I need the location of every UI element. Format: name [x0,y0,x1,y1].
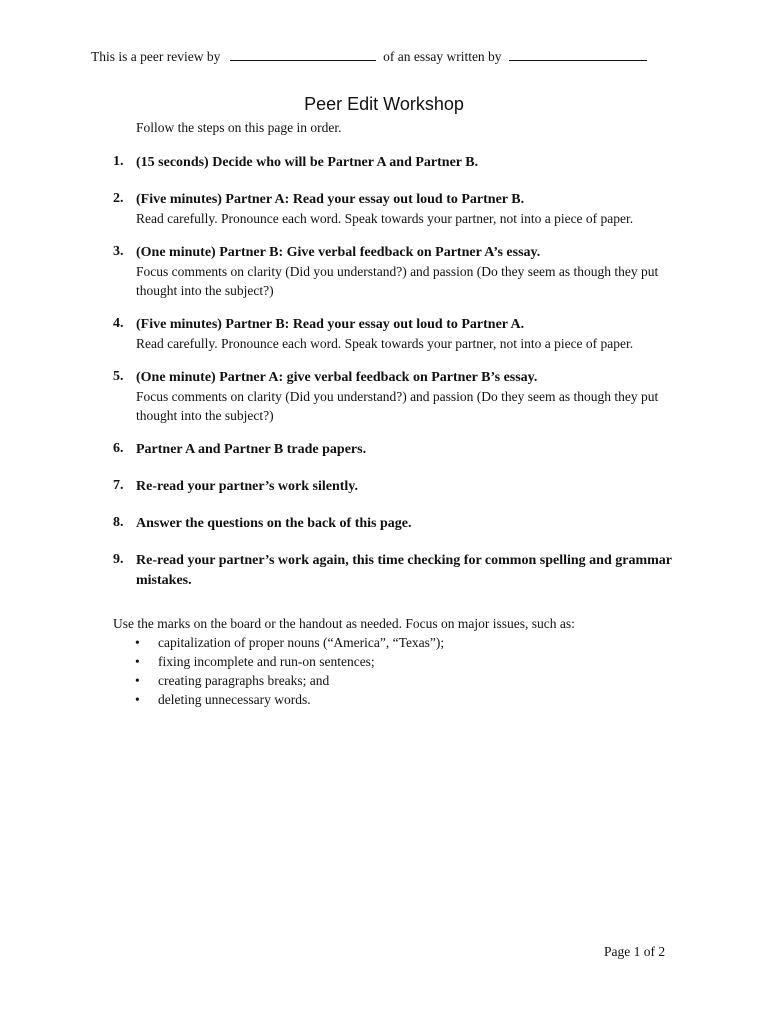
step-item [113,439,673,459]
step-item [113,152,673,172]
step-title: Partner A and Partner B trade papers. [136,442,367,457]
step-note: Focus comments on clarity (Did you understand?) and passion (Do they seem as though they put thought into the subject?) [136,264,659,298]
header-prefix: This is a peer review by [91,49,221,64]
list-item [135,671,444,690]
bullet-text: capitalization of proper nouns (“America”, “Texas”); [158,635,445,650]
bullet-icon: • [135,654,140,669]
step-number: 2. [113,191,124,206]
step-title: (One minute) Partner B: Give verbal feedback on Partner A’s essay. [136,245,541,260]
step-note: Read carefully. Pronounce each word. Speak towards your partner, not into a piece of paper. [136,211,634,226]
list-item [135,633,444,652]
step-number: 4. [113,316,124,331]
step-number: 3. [113,244,124,259]
step-note: Read carefully. Pronounce each word. Speak towards your partner, not into a piece of paper. [136,336,634,351]
list-item [135,690,444,709]
step-number: 1. [113,154,124,169]
steps-list [113,152,673,590]
reviewer-name-blank [230,48,376,61]
step-number: 8. [113,515,124,530]
step-number: 5. [113,369,124,384]
step-title: Answer the questions on the back of this page. [136,516,412,531]
step-item [113,550,673,590]
step-item [113,189,673,228]
intro-text: Follow the steps on this page in order. [136,120,342,135]
step-item [113,314,673,353]
step-title: Re-read your partner’s work again, this time checking for common spelling and grammar mistakes. [136,553,672,588]
step-title: Re-read your partner’s work silently. [136,479,359,494]
bullet-text: creating paragraphs breaks; and [158,673,330,688]
step-number: 6. [113,441,124,456]
bullet-icon: • [135,673,140,688]
header-middle: of an essay written by [383,49,502,64]
bullet-text: deleting unnecessary words. [158,692,311,707]
peer-review-header [91,48,691,65]
list-item [135,652,444,671]
editing-instructions: Use the marks on the board or the handout as needed. Focus on major issues, such as: [113,616,575,631]
step-item [113,242,673,300]
step-item [113,513,673,533]
step-number: 9. [113,552,124,567]
step-title: (15 seconds) Decide who will be Partner A and Partner B. [136,155,479,170]
bullet-icon: • [135,692,140,707]
bullet-text: fixing incomplete and run-on sentences; [158,654,375,669]
step-item [113,476,673,496]
step-number: 7. [113,478,124,493]
page-title: Peer Edit Workshop [304,94,464,114]
step-title: (Five minutes) Partner A: Read your essay out loud to Partner B. [136,192,525,207]
page-number: Page 1 of 2 [604,944,666,959]
bullet-icon: • [135,635,140,650]
step-title: (One minute) Partner A: give verbal feedback on Partner B’s essay. [136,370,538,385]
step-item [113,367,673,425]
step-title: (Five minutes) Partner B: Read your essay out loud to Partner A. [136,317,525,332]
editing-issues-list [135,633,444,709]
writer-name-blank [509,48,647,61]
step-note: Focus comments on clarity (Did you understand?) and passion (Do they seem as though they put thought into the subject?) [136,389,659,423]
